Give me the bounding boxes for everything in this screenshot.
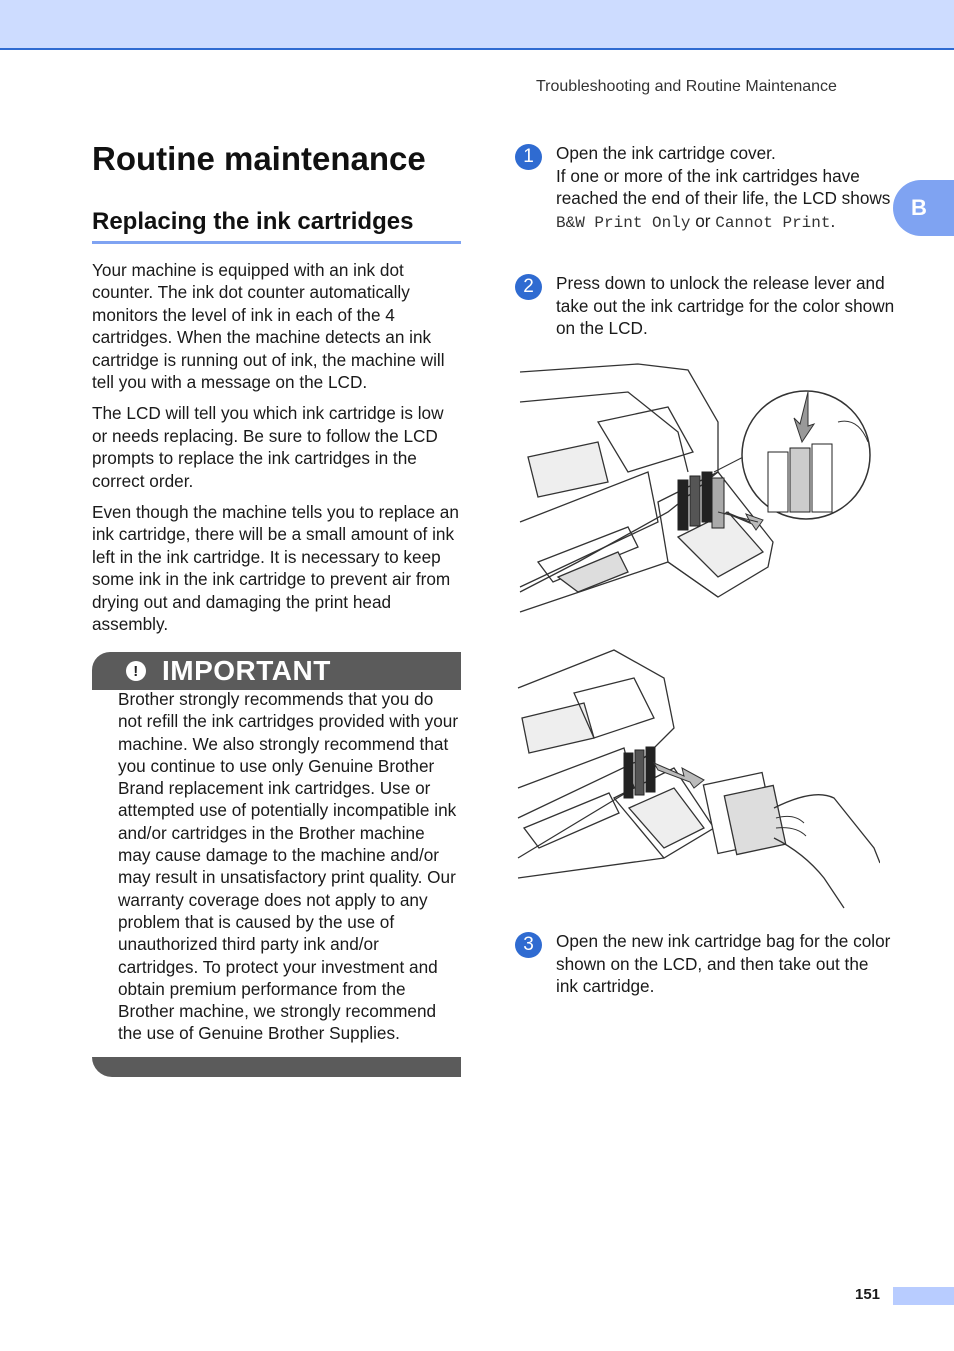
paragraph: Your machine is equipped with an ink dot counter. The ink dot counter automatically monitors the level of ink in each of the 4 cartridges. When the machine detects an ink cartridge is running out of ink, the machine will tell you with a message on the LCD. (92, 260, 445, 393)
page-title: Routine maintenance (92, 140, 426, 177)
lcd-message: Cannot Print (715, 213, 831, 232)
step-1-line1: Open the ink cartridge cover. (556, 143, 776, 163)
important-label: IMPORTANT (162, 655, 331, 686)
step-number-badge: 2 (515, 274, 542, 300)
step-1 (515, 142, 895, 234)
running-head: Troubleshooting and Routine Maintenance (536, 78, 837, 95)
section-title: Replacing the ink cartridges (92, 208, 461, 244)
chapter-tab: B (893, 180, 954, 236)
important-box (92, 652, 461, 1077)
step-3-text: Open the new ink cartridge bag for the color shown on the LCD, and then take out the ink cartridge. (556, 931, 891, 996)
step-1-line2: If one or more of the ink cartridges have reached the end of their life, the LCD shows B&W Print Only or Cannot Print. (556, 165, 891, 232)
paragraph: Even though the machine tells you to replace an ink cartridge, there will be a small amount of ink left in the ink cartridge. It is necessary to keep some ink in the ink cartridge to prevent air from drying out and damaging the print head assembly. (92, 502, 459, 635)
step-number-badge: 3 (515, 932, 542, 958)
printer-release-lever-illustration (518, 362, 874, 637)
step-number-badge: 1 (515, 144, 542, 170)
printer-remove-cartridge-illustration (514, 648, 880, 910)
intro-text (92, 259, 461, 645)
paragraph: The LCD will tell you which ink cartridge is low or needs replacing. Be sure to follow the LCD prompts to replace the ink cartridges in the correct order. (92, 403, 444, 491)
page-number-bar (893, 1287, 954, 1305)
step-2 (515, 272, 895, 340)
page-number: 151 (855, 1286, 881, 1303)
exclamation-icon: ! (126, 661, 146, 681)
step-2-text: Press down to unlock the release lever and take out the ink cartridge for the color shown on the LCD. (556, 273, 895, 338)
lcd-message: B&W Print Only (556, 213, 691, 232)
important-footer-bar (92, 1057, 461, 1077)
header-band (0, 0, 954, 50)
step-3 (515, 930, 895, 998)
important-text: Brother strongly recommends that you do not refill the ink cartridges provided with your machine. We also strongly recommend that you continue to use only Genuine Brother Brand replacement ink cartridges. Use or attempted use of potentially incompatible ink and/or cartridges in the Brother machine may cause damage to the machine and/or may result in unsatisfactory print quality. Our warranty coverage does not apply to any problem that is caused by the use of unauthorized third party ink and/or cartridges. To protect your investment and obtain premium performance from the Brother machine, we strongly recommend the use of Genuine Brother Supplies. (118, 689, 459, 1044)
